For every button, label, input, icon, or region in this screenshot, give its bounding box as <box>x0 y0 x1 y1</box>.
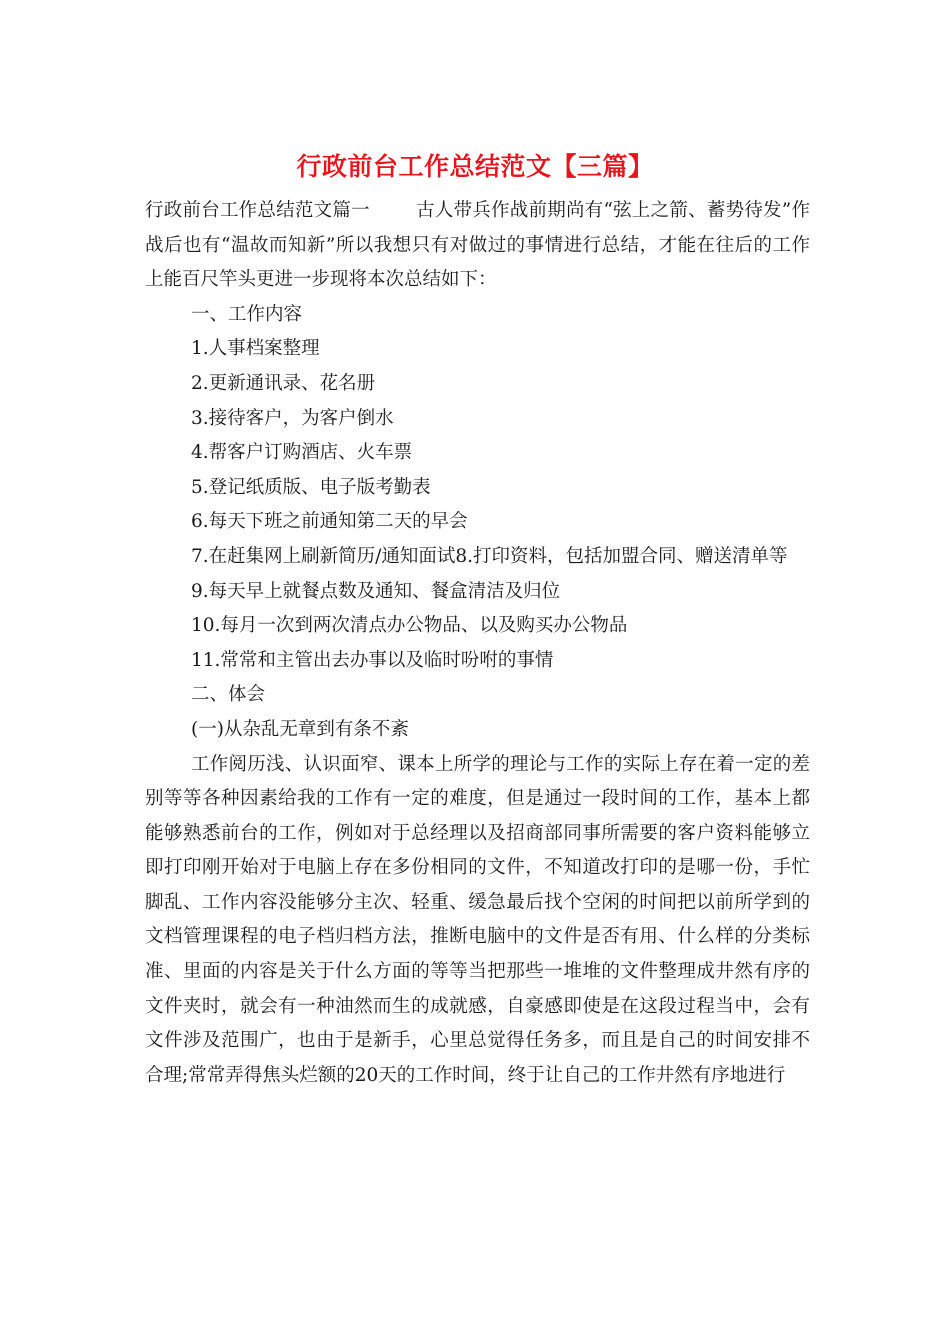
list-item: 2.更新通讯录、花名册 <box>191 372 376 394</box>
list-item: 6.每天下班之前通知第二天的早会 <box>191 511 468 533</box>
section-heading-work-content: 一、工作内容 <box>191 303 303 325</box>
list-item: 11.常常和主管出去办事以及临时吩咐的事情 <box>191 649 554 671</box>
intro-paragraph <box>145 194 810 298</box>
subsection-heading: (一)从杂乱无章到有条不紊 <box>191 718 409 740</box>
document-body <box>145 194 810 1093</box>
intro-heading: 行政前台工作总结范文篇一 <box>145 200 370 221</box>
list-item: 4.帮客户订购酒店、火车票 <box>191 442 413 464</box>
list-item: 7.在赶集网上刷新简历/通知面试8.打印资料，包括加盟合同、赠送清单等 <box>191 545 788 567</box>
intro-text: 古人带兵作战前期尚有“弦上之箭、蓄势待发”作战后也有“温故而知新”所以我想只有对做过的事情进行总结，才能在往后的工作上能百尺竿头更进一步现将本次总结如下： <box>145 200 810 291</box>
section-heading-experience: 二、体会 <box>191 684 266 706</box>
list-item: 5.登记纸质版、电子版考勤表 <box>191 476 431 498</box>
document-title: 行政前台工作总结范文【三篇】 <box>296 152 654 181</box>
list-item: 9.每天早上就餐点数及通知、餐盒清洁及归位 <box>191 580 561 602</box>
list-item: 10.每月一次到两次清点办公物品、以及购买办公物品 <box>191 615 628 637</box>
list-item: 1.人事档案整理 <box>191 338 320 360</box>
body-paragraph: 工作阅历浅、认识面窄、课本上所学的理论与工作的实际上存在着一定的差别等等各种因素给我的工作有一定的难度，但是通过一段时间的工作，基本上都能够熟悉前台的工作，例如对于总经理以及招商部同事所需要的客户资料能够立即打印刚开始对于电脑上存在多份相同的文件，不知道改打印的是哪一份，手忙脚乱、工作内容没能够分主次、轻重、缓急最后找个空闲的时间把以前所学到的文档管理课程的电子档归档方法，推断电脑中的文件是否有用、什么样的分类标准、里面的内容是关于什么方面的等等当把那些一堆堆的文件整理成井然有序的文件夹时，就会有一种油然而生的成就感，自豪感即使是在这段过程当中，会有文件涉及范围广，也由于是新手，心里总觉得任务多，而且是自己的时间安排不合理;常常弄得焦头烂额的20天的工作时间，终于让自己的工作井然有序地进行 <box>145 753 810 1086</box>
list-item: 3.接待客户，为客户倒水 <box>191 407 394 429</box>
